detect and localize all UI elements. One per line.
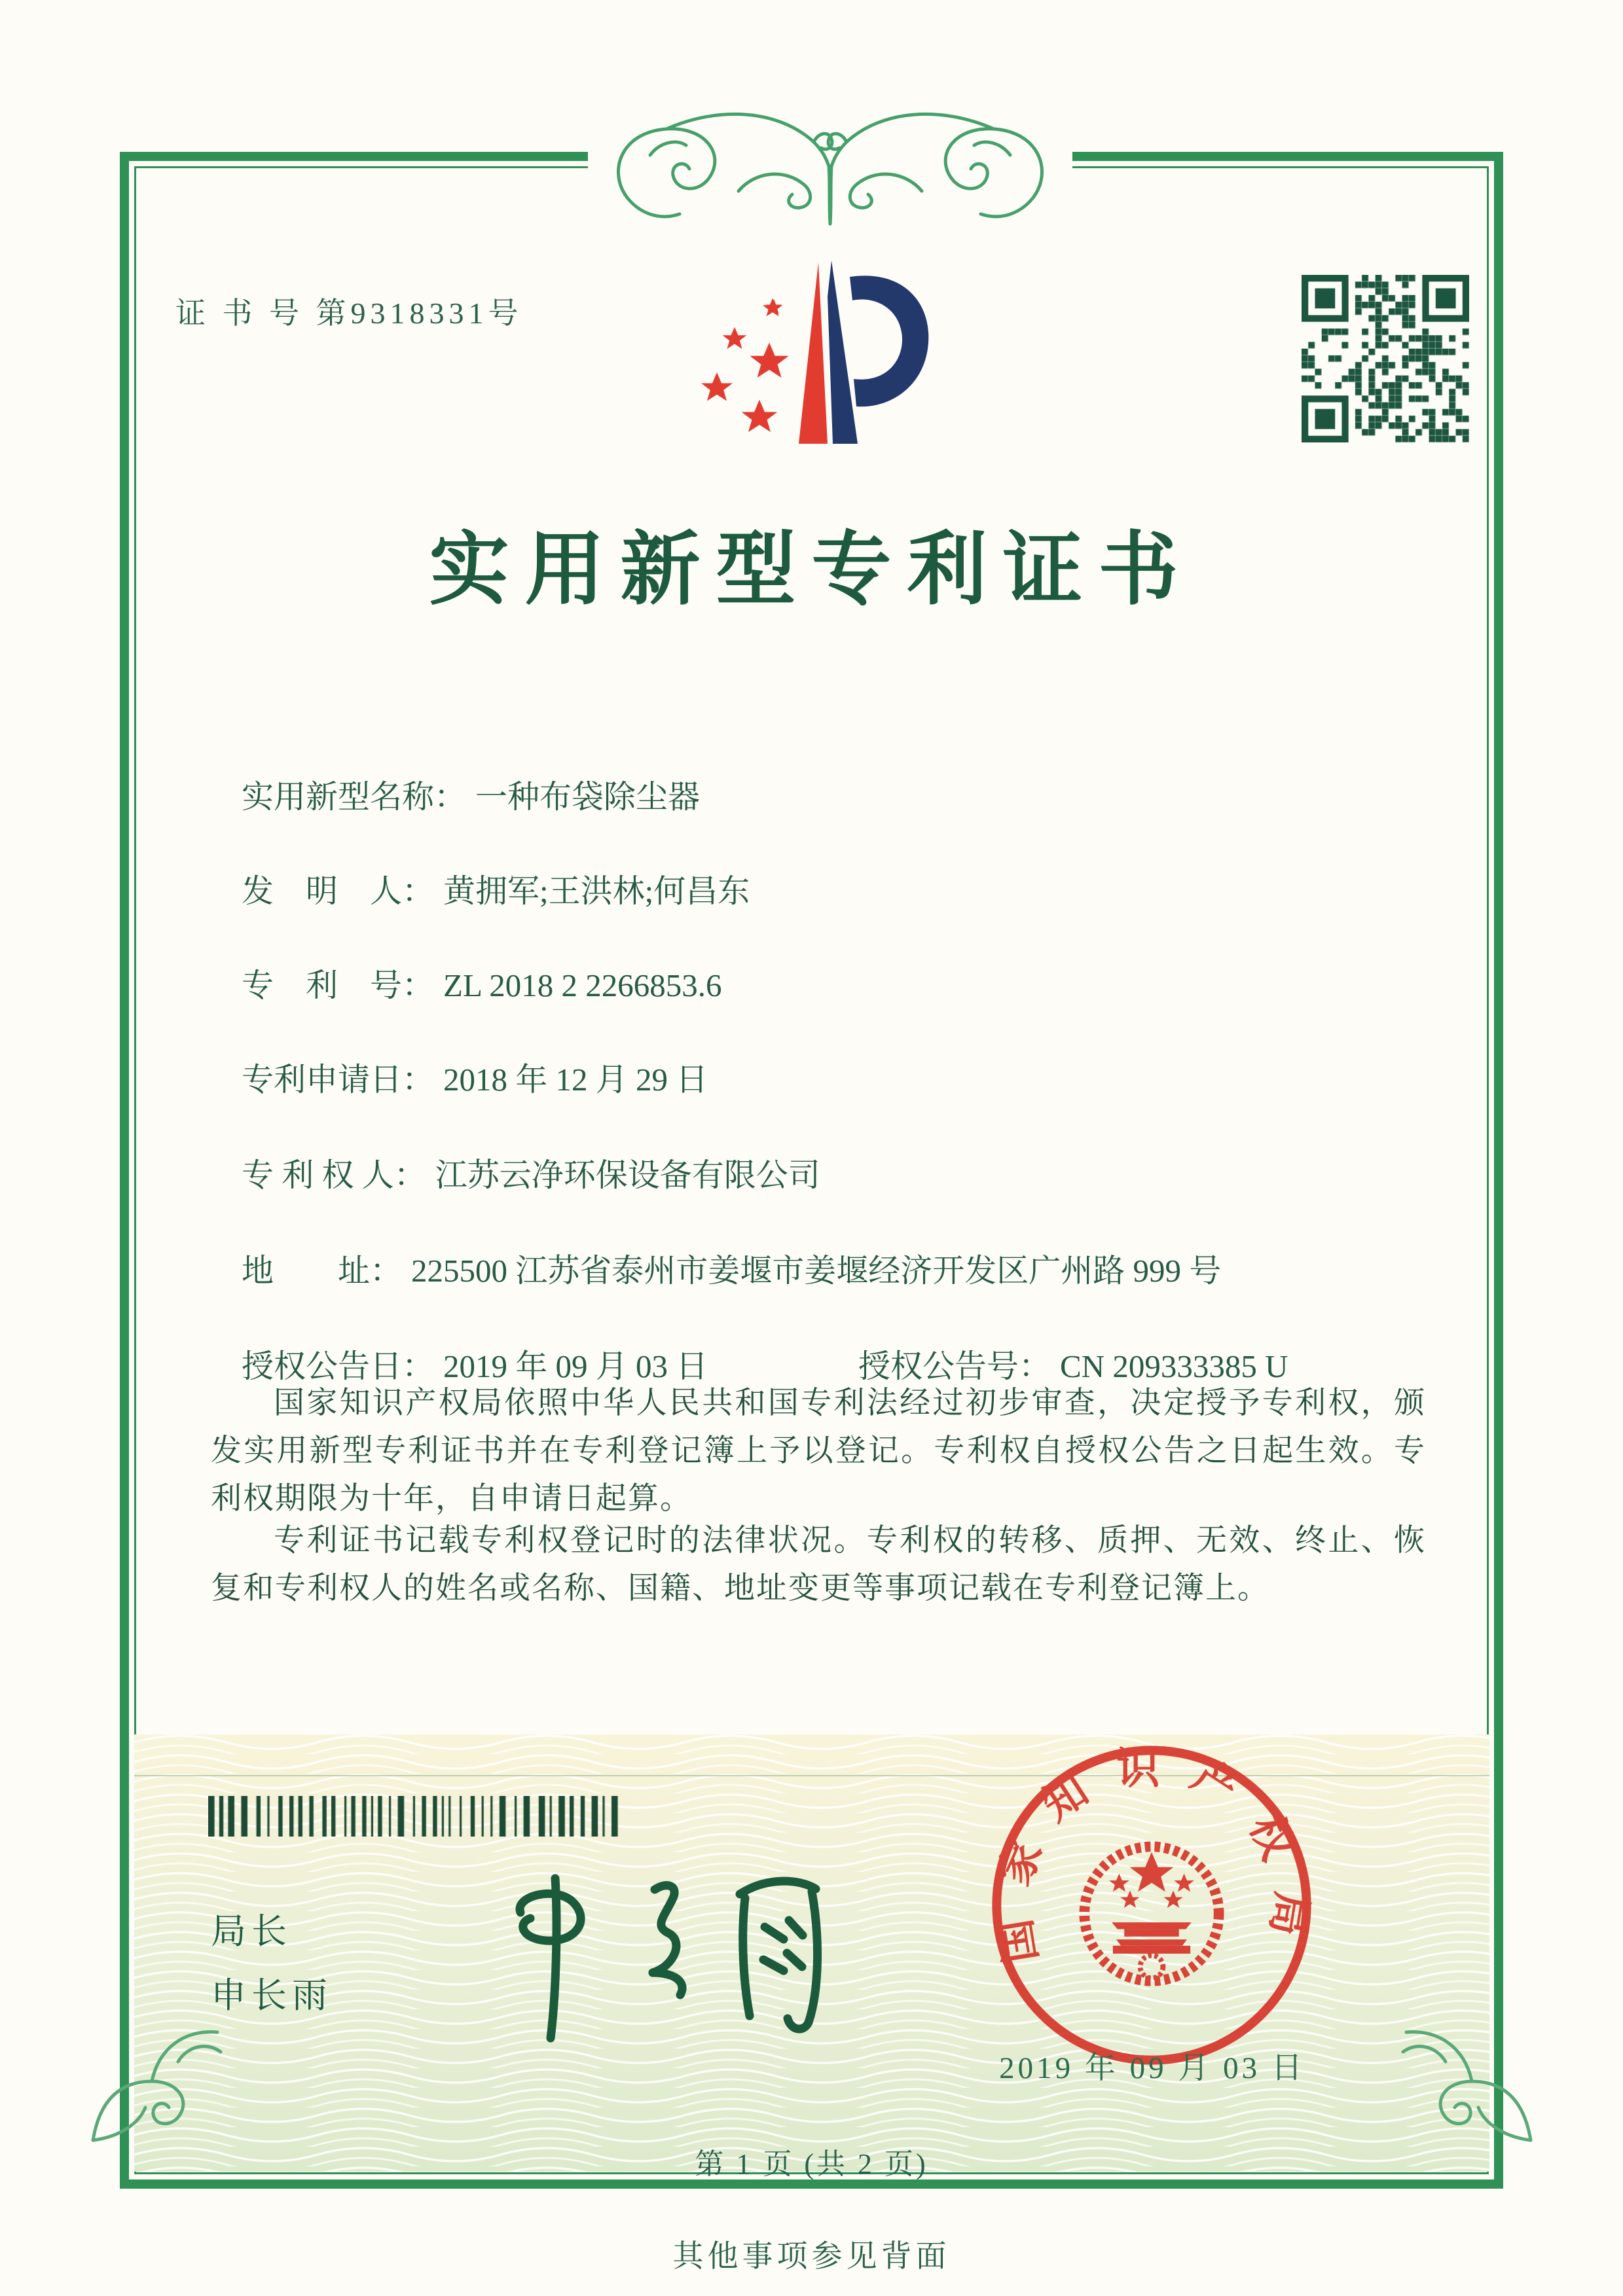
seal-date: 2019 年 09 月 03 日 bbox=[999, 2051, 1305, 2085]
certificate-title: 实用新型专利证书 bbox=[429, 526, 1194, 615]
legal-paragraph-1: 国家知识产权局依照中华人民共和国专利法经过初步审查，决定授予专利权，颁发实用新型专利证书并在专利登记簿上予以登记。专利权自授权公告之日起生效。专利权期限为十年，自申请日起算。 bbox=[211, 1386, 1426, 1516]
legal-paragraph-2: 专利证书记载专利权登记时的法律状况。专利权的转移、质押、无效、终止、恢复和专利权人的姓名或名称、国籍、地址变更等事项记载在专利登记簿上。 bbox=[211, 1524, 1426, 1605]
certificate-number: 证 书 号 第9318331号 bbox=[175, 296, 523, 330]
field-value: 一种布袋除尘器 bbox=[475, 779, 701, 815]
field-label: 实用新型名称： bbox=[242, 779, 467, 815]
cnipa-logo-icon bbox=[694, 257, 930, 450]
page-number: 第 1 页 (共 2 页) bbox=[695, 2148, 928, 2180]
seal-circular-text: 国家知识产权局 bbox=[987, 1745, 1316, 1966]
field-value: CN 209333385 U bbox=[1060, 1348, 1288, 1384]
dragon-ornament bbox=[588, 93, 1072, 240]
director-title-label: 局长 bbox=[211, 1912, 292, 1951]
field-label: 地 址： bbox=[242, 1253, 403, 1289]
official-seal bbox=[981, 1734, 1322, 2079]
national-emblem-icon bbox=[1084, 1846, 1218, 1981]
field-value: 黄拥军;王洪林;何昌东 bbox=[443, 873, 750, 909]
director-name-label: 申长雨 bbox=[211, 1976, 333, 2015]
field-label: 专 利 号： bbox=[242, 967, 435, 1003]
corner-flourish-right bbox=[1387, 1983, 1544, 2157]
director-signature bbox=[458, 1867, 825, 2066]
field-value: ZL 2018 2 2266853.6 bbox=[443, 967, 722, 1003]
field-value: 江苏云净环保设备有限公司 bbox=[435, 1157, 820, 1193]
back-side-note: 其他事项参见背面 bbox=[672, 2240, 951, 2274]
barcode bbox=[208, 1796, 627, 1840]
field-value: 2019 年 09 月 03 日 bbox=[443, 1348, 708, 1384]
field-value: 2018 年 12 月 29 日 bbox=[443, 1062, 708, 1098]
field-label: 发 明 人： bbox=[242, 873, 435, 909]
field-label: 授权公告号： bbox=[858, 1348, 1051, 1384]
field-label: 授权公告日： bbox=[242, 1348, 435, 1384]
qr-code bbox=[1302, 275, 1469, 442]
field-label: 专利申请日： bbox=[242, 1062, 435, 1098]
field-label: 专 利 权 人： bbox=[242, 1157, 426, 1193]
field-value: 225500 江苏省泰州市姜堰市姜堰经济开发区广州路 999 号 bbox=[411, 1253, 1222, 1289]
